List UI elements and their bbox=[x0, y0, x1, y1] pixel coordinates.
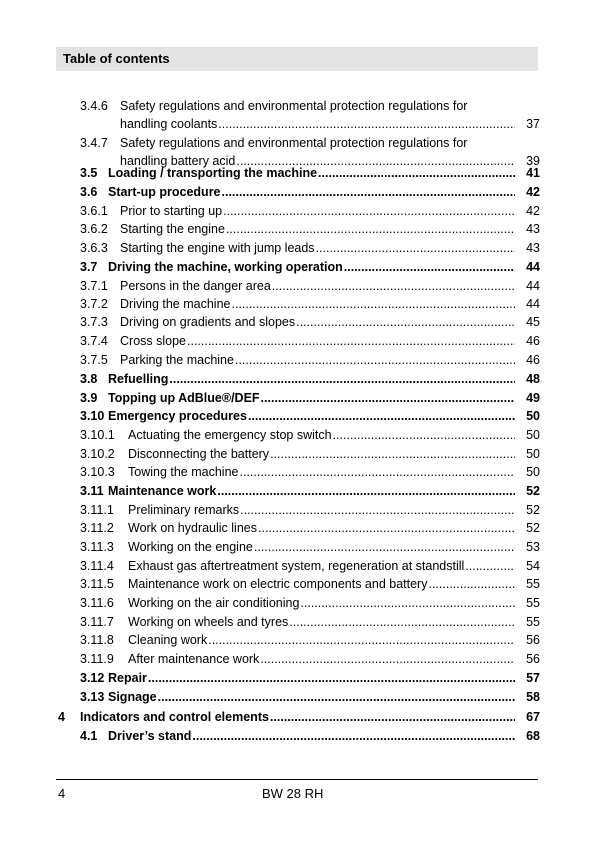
dot-leader bbox=[187, 332, 515, 350]
toc-entry-title: Working on wheels and tyres bbox=[128, 615, 289, 629]
toc-entry bbox=[80, 97, 540, 133]
toc-page-number: 50 bbox=[526, 428, 540, 442]
dot-leader bbox=[148, 669, 515, 687]
dot-leader bbox=[248, 407, 515, 425]
toc-page-number: 54 bbox=[526, 559, 540, 573]
toc-entry bbox=[80, 313, 540, 331]
dot-leader bbox=[270, 445, 515, 463]
toc-page-number: 43 bbox=[526, 222, 540, 236]
toc-entry bbox=[80, 482, 540, 500]
toc-entry bbox=[80, 258, 540, 276]
section-title: Table of contents bbox=[63, 51, 170, 66]
toc-entry-title: Parking the machine bbox=[120, 353, 234, 367]
dot-leader bbox=[344, 258, 515, 276]
toc-entry-number: 3.7.1 bbox=[80, 279, 108, 293]
toc-entry bbox=[80, 463, 540, 481]
toc-entry-title: Emergency procedures bbox=[108, 409, 247, 423]
toc-entry bbox=[80, 407, 540, 425]
toc-page-number: 46 bbox=[526, 353, 540, 367]
toc-entry-title-continued: handling battery acid bbox=[120, 154, 236, 168]
toc-entry-title: Actuating the emergency stop switch bbox=[128, 428, 332, 442]
dot-leader bbox=[258, 519, 515, 537]
toc-entry-title: Driving the machine, working operation bbox=[108, 260, 343, 274]
dot-leader bbox=[300, 594, 515, 612]
dot-leader bbox=[318, 164, 515, 182]
toc-page-number: 42 bbox=[526, 185, 540, 199]
toc-entry-title: Cleaning work bbox=[128, 633, 208, 647]
dot-leader bbox=[240, 501, 515, 519]
toc-page-number: 43 bbox=[526, 241, 540, 255]
toc-page-number: 68 bbox=[526, 729, 540, 743]
dot-leader bbox=[261, 389, 515, 407]
toc-entry-title: Driving on gradients and slopes bbox=[120, 315, 296, 329]
toc-entry-title: Maintenance work on electric components and battery bbox=[128, 577, 428, 591]
toc-entry-title: Working on the air conditioning bbox=[128, 596, 300, 610]
toc-entry-title: Working on the engine bbox=[128, 540, 253, 554]
toc-entry bbox=[80, 164, 540, 182]
toc-entry bbox=[80, 426, 540, 444]
toc-page-number: 48 bbox=[526, 372, 540, 386]
toc-entry-title-continued: handling coolants bbox=[120, 117, 218, 131]
dot-leader bbox=[192, 727, 515, 745]
toc-entry-number: 3.11.3 bbox=[80, 540, 114, 554]
toc-entry-title: Repair bbox=[108, 671, 147, 685]
toc-entry bbox=[80, 519, 540, 537]
dot-leader bbox=[272, 277, 515, 295]
toc-entry-number: 3.11 bbox=[80, 484, 104, 498]
dot-leader bbox=[260, 650, 515, 668]
toc-entry bbox=[80, 613, 540, 631]
toc-page-number: 50 bbox=[526, 447, 540, 461]
toc-entry-number: 3.7 bbox=[80, 260, 98, 274]
toc-page-number: 49 bbox=[526, 391, 540, 405]
toc-entry-number: 3.11.5 bbox=[80, 577, 114, 591]
toc-entry-title: After maintenance work bbox=[128, 652, 260, 666]
toc-page-number: 56 bbox=[526, 633, 540, 647]
toc-entry-number: 3.10.3 bbox=[80, 465, 115, 479]
toc-entry-number: 3.11.7 bbox=[80, 615, 114, 629]
toc-entry-title: Preliminary remarks bbox=[128, 503, 240, 517]
toc-entry-number: 3.8 bbox=[80, 372, 98, 386]
toc-entry-number: 3.11.2 bbox=[80, 521, 114, 535]
toc-entry bbox=[80, 501, 540, 519]
toc-entry-number: 3.12 bbox=[80, 671, 105, 685]
toc-entry-title: Work on hydraulic lines bbox=[128, 521, 257, 535]
toc-entry-number: 3.7.3 bbox=[80, 315, 108, 329]
footer-divider bbox=[56, 779, 538, 780]
toc-entry-title: Signage bbox=[108, 690, 157, 704]
toc-entry bbox=[80, 727, 540, 745]
dot-leader bbox=[208, 631, 515, 649]
toc-entry-number: 3.6.1 bbox=[80, 204, 108, 218]
dot-leader bbox=[428, 575, 515, 593]
toc-page-number: 46 bbox=[526, 334, 540, 348]
footer-model-name: BW 28 RH bbox=[262, 786, 324, 801]
toc-entry-title: Start-up procedure bbox=[108, 185, 221, 199]
toc-entry-title: Driver’s stand bbox=[108, 729, 192, 743]
toc-entry-number: 3.10.1 bbox=[80, 428, 115, 442]
toc-entry bbox=[80, 202, 540, 220]
toc-entry-number: 3.10 bbox=[80, 409, 105, 423]
toc-page-number: 37 bbox=[526, 117, 540, 131]
dot-leader bbox=[316, 239, 515, 257]
toc-page-number: 56 bbox=[526, 652, 540, 666]
dot-leader bbox=[296, 313, 515, 331]
dot-leader bbox=[226, 220, 515, 238]
toc-page-number: 44 bbox=[526, 260, 540, 274]
dot-leader bbox=[289, 613, 515, 631]
toc-page-number: 52 bbox=[526, 521, 540, 535]
toc-entry bbox=[80, 557, 540, 575]
dot-leader bbox=[254, 538, 515, 556]
toc-entry-number: 3.11.1 bbox=[80, 503, 114, 517]
toc-entry bbox=[80, 183, 540, 201]
toc-entry bbox=[80, 370, 540, 388]
toc-entry-title: Prior to starting up bbox=[120, 204, 223, 218]
toc-entry bbox=[80, 669, 540, 687]
toc-page-number: 42 bbox=[526, 204, 540, 218]
toc-page-number: 53 bbox=[526, 540, 540, 554]
toc-entry bbox=[80, 594, 540, 612]
dot-leader bbox=[270, 708, 515, 726]
toc-entry bbox=[80, 351, 540, 369]
toc-page-number: 57 bbox=[526, 671, 540, 685]
toc-chapter-entry bbox=[80, 708, 540, 726]
toc-entry-number: 3.5 bbox=[80, 166, 98, 180]
toc-entry-title: Safety regulations and environmental protection regulations for bbox=[120, 99, 468, 113]
toc-page-number: 39 bbox=[526, 154, 540, 168]
toc-page-number: 45 bbox=[526, 315, 540, 329]
footer-page-number: 4 bbox=[58, 786, 66, 801]
toc-page-number: 50 bbox=[526, 465, 540, 479]
toc-entry bbox=[80, 332, 540, 350]
toc-entry-title: Starting the engine with jump leads bbox=[120, 241, 315, 255]
toc-page-number: 52 bbox=[526, 503, 540, 517]
toc-entry-title: Starting the engine bbox=[120, 222, 225, 236]
toc-entry-number: 3.10.2 bbox=[80, 447, 115, 461]
toc-entry bbox=[80, 277, 540, 295]
toc-entry bbox=[80, 220, 540, 238]
toc-page-number: 55 bbox=[526, 596, 540, 610]
toc-entry-title: Towing the machine bbox=[128, 465, 239, 479]
toc-page-number: 41 bbox=[526, 166, 540, 180]
dot-leader bbox=[158, 688, 515, 706]
toc-entry-title: Exhaust gas aftertreatment system, regeneration at standstill bbox=[128, 559, 465, 573]
toc-entry bbox=[80, 631, 540, 649]
toc-entry-number: 3.6.2 bbox=[80, 222, 108, 236]
toc-page-number: 67 bbox=[526, 710, 540, 724]
toc-entry-number: 3.4.6 bbox=[80, 99, 108, 113]
toc-entry-number: 3.9 bbox=[80, 391, 98, 405]
toc-entry-number: 3.7.2 bbox=[80, 297, 108, 311]
toc-entry bbox=[80, 538, 540, 556]
toc-page-number: 52 bbox=[526, 484, 540, 498]
toc-entry-number: 3.11.8 bbox=[80, 633, 114, 647]
dot-leader bbox=[333, 426, 515, 444]
chapter-number: 4 bbox=[58, 710, 65, 724]
dot-leader bbox=[169, 370, 515, 388]
dot-leader bbox=[223, 202, 515, 220]
dot-leader bbox=[218, 115, 515, 133]
toc-entry-number: 3.6 bbox=[80, 185, 98, 199]
toc-entry bbox=[80, 295, 540, 313]
toc-entry-number: 3.7.5 bbox=[80, 353, 108, 367]
toc-entry-title: Indicators and control elements bbox=[80, 710, 269, 724]
toc-entry bbox=[80, 650, 540, 668]
toc-entry bbox=[80, 239, 540, 257]
toc-entry-title: Cross slope bbox=[120, 334, 186, 348]
toc-page-number: 55 bbox=[526, 577, 540, 591]
toc-entry bbox=[80, 575, 540, 593]
toc-entry-title: Refuelling bbox=[108, 372, 169, 386]
toc-entry-number: 3.11.6 bbox=[80, 596, 114, 610]
toc-entry-title: Persons in the danger area bbox=[120, 279, 271, 293]
toc-entry-title: Topping up AdBlue®/DEF bbox=[108, 391, 260, 405]
toc-entry-title: Disconnecting the battery bbox=[128, 447, 270, 461]
toc-entry bbox=[80, 445, 540, 463]
dot-leader bbox=[217, 482, 515, 500]
toc-entry-number: 3.11.9 bbox=[80, 652, 114, 666]
section-header-bar bbox=[56, 47, 538, 71]
toc-entry bbox=[80, 389, 540, 407]
toc-entry-number: 3.7.4 bbox=[80, 334, 108, 348]
dot-leader bbox=[239, 463, 515, 481]
toc-page-number: 44 bbox=[526, 279, 540, 293]
dot-leader bbox=[235, 351, 515, 369]
toc-page-number: 44 bbox=[526, 297, 540, 311]
toc-page-number: 55 bbox=[526, 615, 540, 629]
toc-entry-title: Driving the machine bbox=[120, 297, 231, 311]
toc-entry-title: Maintenance work bbox=[108, 484, 217, 498]
toc-entry-number: 3.11.4 bbox=[80, 559, 114, 573]
toc-entry-number: 4.1 bbox=[80, 729, 98, 743]
dot-leader bbox=[465, 557, 515, 575]
toc-entry-title: Safety regulations and environmental protection regulations for bbox=[120, 136, 468, 150]
toc-page-number: 50 bbox=[526, 409, 540, 423]
dot-leader bbox=[222, 183, 515, 201]
toc-entry-number: 3.13 bbox=[80, 690, 105, 704]
dot-leader bbox=[231, 295, 515, 313]
toc-page-number: 58 bbox=[526, 690, 540, 704]
toc-entry-number: 3.6.3 bbox=[80, 241, 108, 255]
toc-entry bbox=[80, 688, 540, 706]
toc-entry-title: Loading / transporting the machine bbox=[108, 166, 318, 180]
toc-entry-number: 3.4.7 bbox=[80, 136, 108, 150]
